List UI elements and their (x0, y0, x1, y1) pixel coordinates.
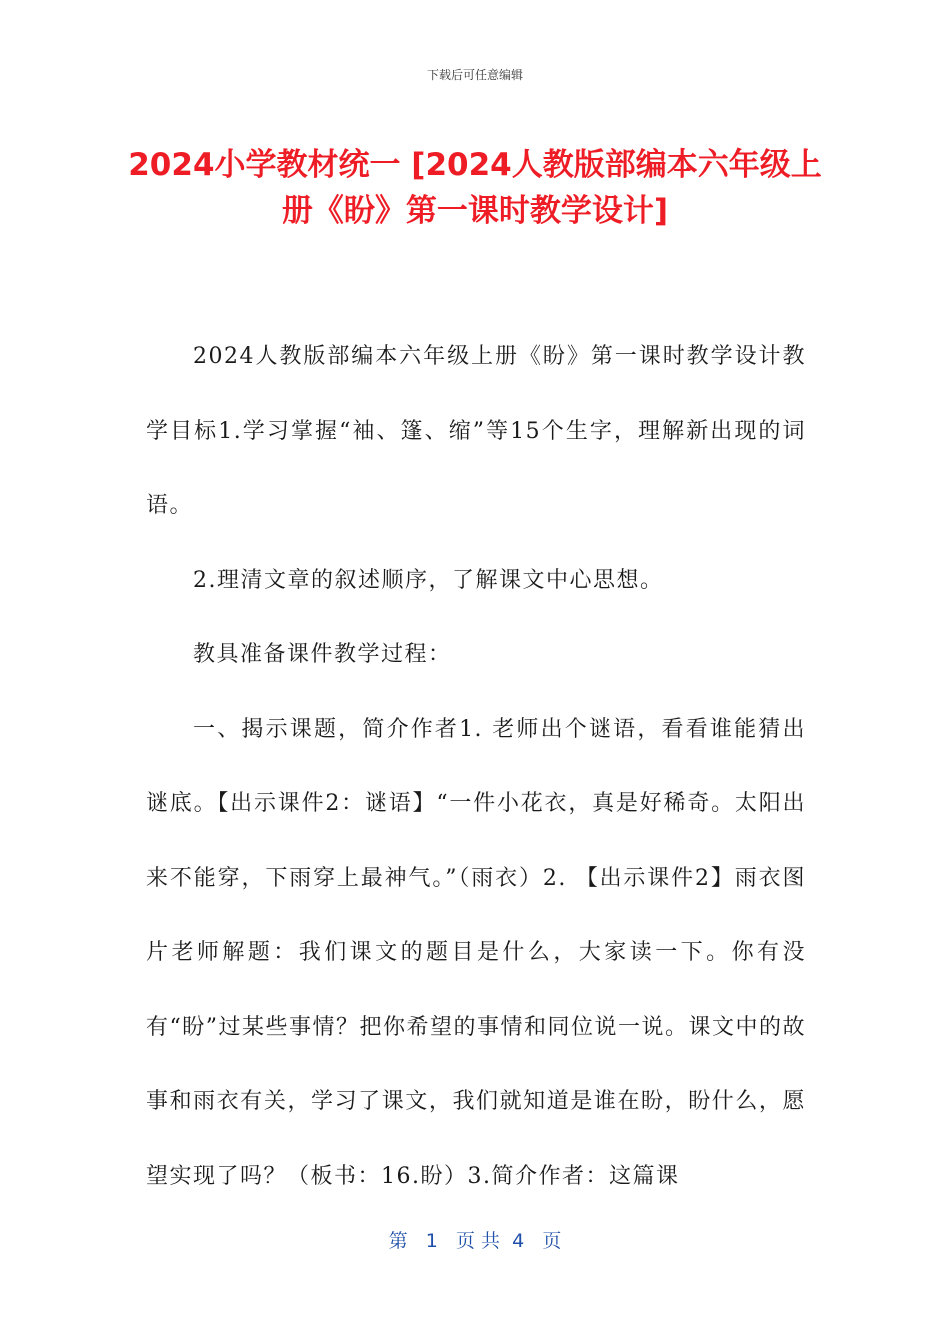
document-body (146, 320, 806, 1214)
footer-total-pages: 4 (512, 1230, 525, 1252)
paragraph-objectives: 2024人教版部编本六年级上册《盼》第一课时教学设计教学目标1.学习掌握“袖、篷、缩”等15个生字，理解新出现的词语。 (146, 344, 806, 518)
footer-label-end: 页 (542, 1230, 562, 1252)
document-title: 2024小学教材统一 [2024人教版部编本六年级上册《盼》第一课时教学设计] (128, 147, 822, 229)
footer-label-total: 页 共 (455, 1230, 501, 1252)
footer-label-page: 第 (388, 1230, 408, 1252)
paragraph-materials: 教具准备课件教学过程： (193, 642, 452, 667)
page-header-note: 下载后可任意编辑 (426, 68, 523, 82)
paragraph-objective-2: 2.理清文章的叙述顺序，了解课文中心思想。 (193, 567, 664, 593)
paragraph-step-1: 一、揭示课题，简介作者1. 老师出个谜语，看看谁能猜出谜底。【出示课件2：谜语】“一件小花衣，真是好稀奇。太阳出来不能穿，下雨穿上最神气。”（雨衣）2. 【出示课件2】雨衣图片老师解题：我们课文的题目是什么，大家读一下。你有没有“盼”过某些事情？把你希望的事情和同位说一说。课文中的故事和雨衣有关，学习了课文，我们就知道是谁在盼，盼什么，愿望实现了吗？（板书：16.盼）3.简介作者：这篇课 (146, 716, 806, 1189)
footer-current-page: 1 (425, 1230, 438, 1252)
page-footer (0, 1226, 950, 1253)
